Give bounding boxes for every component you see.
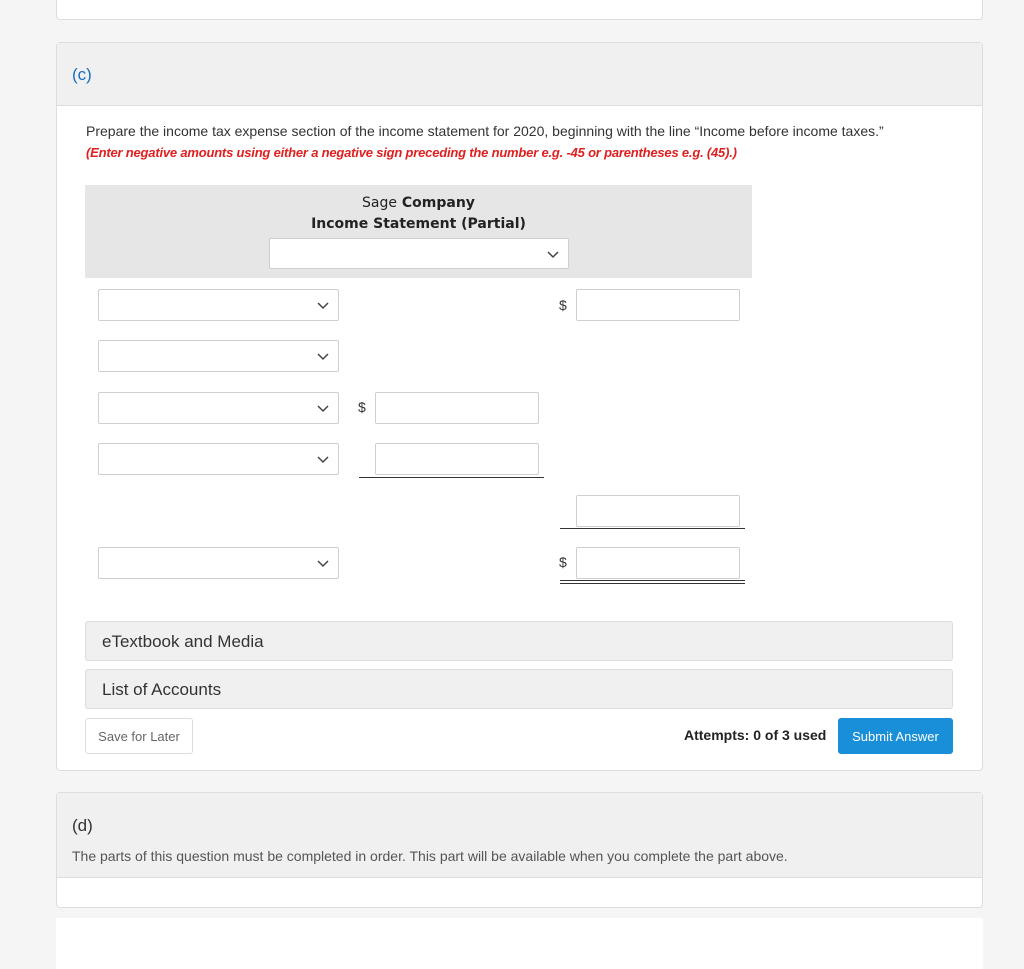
- amount-input-3-left[interactable]: [375, 392, 539, 424]
- account-select-4[interactable]: [98, 443, 339, 475]
- part-d-panel: [56, 792, 983, 908]
- submit-answer-button[interactable]: Submit Answer: [838, 718, 953, 754]
- etextbook-media-bar[interactable]: eTextbook and Media: [85, 621, 953, 661]
- part-c-label: (c): [72, 65, 92, 84]
- subtotal-rule: [560, 528, 745, 529]
- part-d-header: [57, 793, 982, 878]
- subtotal-rule: [359, 477, 544, 478]
- bottom-area: [56, 918, 983, 969]
- amount-input-1-right[interactable]: [576, 289, 740, 321]
- statement-header: [85, 185, 752, 278]
- part-d-message: The parts of this question must be completed in order. This part will be available when you complete the part above.: [72, 848, 788, 864]
- save-for-later-button[interactable]: Save for Later: [85, 718, 193, 754]
- part-c-header: [57, 43, 982, 106]
- statement-title: Income Statement (Partial): [311, 216, 526, 232]
- previous-part-panel: [56, 0, 983, 20]
- total-double-rule: [560, 583, 745, 584]
- account-select-1[interactable]: [98, 289, 339, 321]
- list-of-accounts-bar[interactable]: List of Accounts: [85, 669, 953, 709]
- account-select-6[interactable]: [98, 547, 339, 579]
- company-name: Sage Company: [362, 195, 475, 211]
- account-select-3[interactable]: [98, 392, 339, 424]
- attempts-text: Attempts: 0 of 3 used: [684, 727, 827, 743]
- amount-input-5-right[interactable]: [576, 495, 740, 527]
- dollar-sign: $: [559, 297, 567, 313]
- part-c-note: (Enter negative amounts using either a negative sign preceding the number e.g. -45 or parentheses e.g. (45).): [86, 145, 737, 160]
- amount-input-6-right[interactable]: [576, 547, 740, 579]
- chevron-down-icon: [317, 402, 329, 414]
- chevron-down-icon: [317, 453, 329, 465]
- chevron-down-icon: [317, 557, 329, 569]
- part-d-label: (d): [72, 816, 93, 835]
- part-c-instruction: Prepare the income tax expense section of the income statement for 2020, beginning with the line “Income before income taxes.”: [86, 123, 884, 139]
- chevron-down-icon: [547, 248, 559, 260]
- account-select-2[interactable]: [98, 340, 339, 372]
- dollar-sign: $: [559, 554, 567, 570]
- amount-input-4-left[interactable]: [375, 443, 539, 475]
- total-double-rule: [560, 580, 745, 581]
- dollar-sign: $: [358, 399, 366, 415]
- chevron-down-icon: [317, 299, 329, 311]
- chevron-down-icon: [317, 350, 329, 362]
- period-select[interactable]: [269, 238, 569, 269]
